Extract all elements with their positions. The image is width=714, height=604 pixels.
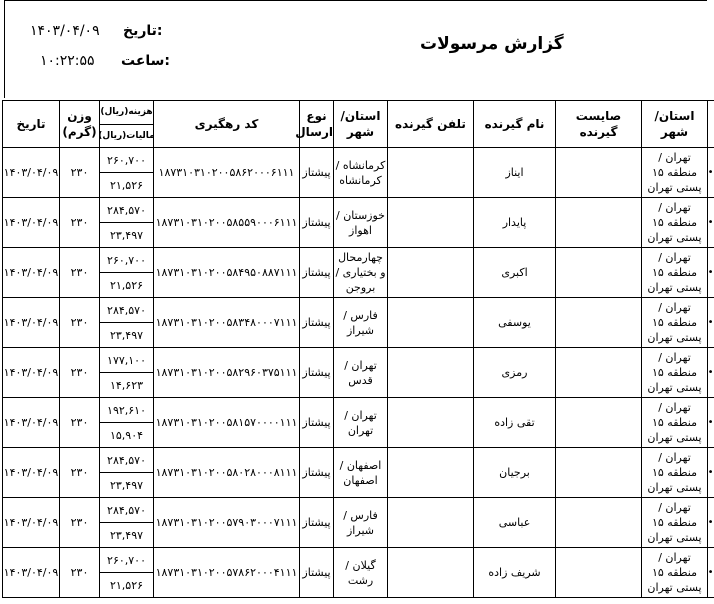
tax-value: ۲۳,۴۹۷ (109, 478, 144, 492)
header-date: تاریخ (3, 101, 60, 148)
date-label: تاریخ: (123, 23, 163, 39)
cost-tax-cell (100, 198, 154, 248)
send-type-cell: پیشتاز (300, 498, 334, 548)
row-marker: • (708, 448, 714, 498)
table-row (3, 198, 714, 248)
tax-value: ۲۱,۵۲۶ (109, 278, 144, 292)
dest-state-cell: خوزستان / اهواز (334, 198, 388, 248)
cost-value: ۱۹۲,۶۱۰ (100, 398, 153, 423)
send-type-cell: پیشتاز (300, 298, 334, 348)
table-row (3, 248, 714, 298)
header-site: صایست گیرنده (556, 101, 642, 148)
tax-value: ۱۴,۶۲۳ (109, 378, 144, 392)
receiver-name-cell: عباسی (474, 498, 556, 548)
sender-state-cell: تهران / منطقه ۱۵ پستی تهران (642, 348, 708, 398)
header-dest-state: استان/ شهر (334, 101, 388, 148)
time-label: ساعت: (121, 53, 171, 69)
tracking-cell: ۱۸۷۳۱۰۳۱۰۲۰۰۵۷۹۰۳۰۰۰۷۱۱۱ (154, 498, 300, 548)
cost-tax-cell (100, 348, 154, 398)
send-type-cell: پیشتاز (300, 198, 334, 248)
send-type-cell: پیشتاز (300, 448, 334, 498)
cost-tax-cell (100, 498, 154, 548)
tax-value: ۲۱,۵۲۶ (109, 178, 144, 192)
receiver-name-cell: اکبری (474, 248, 556, 298)
row-marker: • (708, 398, 714, 448)
tax-value: ۲۱,۵۲۶ (109, 578, 144, 592)
receiver-phone-cell (388, 198, 474, 248)
dest-state-cell: فارس / شیراز (334, 298, 388, 348)
sender-state-cell: تهران / منطقه ۱۵ پستی تهران (642, 248, 708, 298)
table-row (3, 498, 714, 548)
report-header (4, 0, 707, 98)
receiver-phone-cell (388, 498, 474, 548)
receiver-phone-cell (388, 148, 474, 198)
sender-state-cell: تهران / منطقه ۱۵ پستی تهران (642, 498, 708, 548)
shipments-table (2, 100, 714, 598)
cost-tax-cell (100, 398, 154, 448)
weight-cell: ۲۳۰ (60, 148, 100, 198)
tracking-cell: ۱۸۷۳۱۰۳۱۰۲۰۰۵۸۵۵۹۰۰۰۶۱۱۱ (154, 198, 300, 248)
cost-value: ۲۸۴,۵۷۰ (100, 298, 153, 323)
sender-state-cell: تهران / منطقه ۱۵ پستی تهران (642, 448, 708, 498)
tracking-cell: ۱۸۷۳۱۰۳۱۰۲۰۰۵۸۱۵۷۰۰۰۰۱۱۱ (154, 398, 300, 448)
site-cell (556, 448, 642, 498)
dest-state-cell: کرمانشاه / کرمانشاه (334, 148, 388, 198)
header-tracking: کد رهگیری (154, 101, 300, 148)
site-cell (556, 548, 642, 598)
receiver-name-cell: یوسفی (474, 298, 556, 348)
receiver-name-cell: ایناز (474, 148, 556, 198)
weight-cell: ۲۳۰ (60, 198, 100, 248)
dest-state-cell: تهران / تهران (334, 398, 388, 448)
receiver-phone-cell (388, 548, 474, 598)
cost-value: ۲۸۴,۵۷۰ (100, 198, 153, 223)
weight-cell: ۲۳۰ (60, 498, 100, 548)
cost-value: ۱۷۷,۱۰۰ (100, 348, 153, 373)
header-cost: هزینه(ریال) (100, 101, 153, 125)
table-row (3, 448, 714, 498)
dest-state-cell: تهران / قدس (334, 348, 388, 398)
receiver-phone-cell (388, 248, 474, 298)
tracking-cell: ۱۸۷۳۱۰۳۱۰۲۰۰۵۷۸۶۲۰۰۰۴۱۱۱ (154, 548, 300, 598)
date-cell: ۱۴۰۳/۰۴/۰۹ (3, 448, 60, 498)
tax-value: ۱۵,۹۰۴ (109, 428, 144, 442)
cost-tax-cell (100, 548, 154, 598)
date-cell: ۱۴۰۳/۰۴/۰۹ (3, 498, 60, 548)
date-cell: ۱۴۰۳/۰۴/۰۹ (3, 398, 60, 448)
receiver-name-cell: برجیان (474, 448, 556, 498)
cost-tax-cell (100, 448, 154, 498)
row-marker: • (708, 498, 714, 548)
sender-state-cell: تهران / منطقه ۱۵ پستی تهران (642, 398, 708, 448)
site-cell (556, 348, 642, 398)
weight-cell: ۲۳۰ (60, 298, 100, 348)
date-cell: ۱۴۰۳/۰۴/۰۹ (3, 348, 60, 398)
date-value: ۱۴۰۳/۰۴/۰۹ (30, 23, 100, 39)
site-cell (556, 148, 642, 198)
tracking-cell: ۱۸۷۳۱۰۳۱۰۲۰۰۵۸۶۲۰۰۰۶۱۱۱ (154, 148, 300, 198)
weight-cell: ۲۳۰ (60, 348, 100, 398)
site-cell (556, 498, 642, 548)
receiver-name-cell: شریف زاده (474, 548, 556, 598)
dest-state-cell: فارس / شیراز (334, 498, 388, 548)
row-marker: • (708, 298, 714, 348)
row-marker: • (708, 198, 714, 248)
cost-value: ۲۸۴,۵۷۰ (100, 498, 153, 523)
dest-state-cell: اصفهان / اصفهان (334, 448, 388, 498)
table-header-row (3, 101, 714, 148)
header-receiver-name: نام گیرنده (474, 101, 556, 148)
date-cell: ۱۴۰۳/۰۴/۰۹ (3, 198, 60, 248)
cost-tax-cell (100, 148, 154, 198)
sender-state-cell: تهران / منطقه ۱۵ پستی تهران (642, 148, 708, 198)
cost-tax-cell (100, 248, 154, 298)
header-weight: وزن (گرم) (60, 101, 100, 148)
weight-cell: ۲۳۰ (60, 398, 100, 448)
tracking-cell: ۱۸۷۳۱۰۳۱۰۲۰۰۵۸۴۹۵۰۸۸۷۱۱۱ (154, 248, 300, 298)
date-cell: ۱۴۰۳/۰۴/۰۹ (3, 148, 60, 198)
dest-state-cell: گیلان / رشت (334, 548, 388, 598)
tax-value: ۲۳,۴۹۷ (109, 228, 144, 242)
report-title: گزارش مرسولات (420, 34, 564, 54)
cost-value: ۲۸۴,۵۷۰ (100, 448, 153, 473)
date-cell: ۱۴۰۳/۰۴/۰۹ (3, 548, 60, 598)
receiver-name-cell: پایدار (474, 198, 556, 248)
header-tax: مالیات(ریال) (98, 130, 155, 141)
site-cell (556, 198, 642, 248)
header-sender-state: استان/ شهر (642, 101, 708, 148)
tax-value: ۲۳,۴۹۷ (109, 528, 144, 542)
sender-state-cell: تهران / منطقه ۱۵ پستی تهران (642, 298, 708, 348)
date-cell: ۱۴۰۳/۰۴/۰۹ (3, 248, 60, 298)
row-marker: • (708, 348, 714, 398)
receiver-name-cell: تقی زاده (474, 398, 556, 448)
cost-value: ۲۶۰,۷۰۰ (100, 248, 153, 273)
table-row (3, 398, 714, 448)
send-type-cell: پیشتاز (300, 398, 334, 448)
cost-value: ۲۶۰,۷۰۰ (100, 148, 153, 173)
tracking-cell: ۱۸۷۳۱۰۳۱۰۲۰۰۵۸۰۲۸۰۰۰۸۱۱۱ (154, 448, 300, 498)
row-marker: • (708, 248, 714, 298)
site-cell (556, 298, 642, 348)
time-value: ۱۰:۲۲:۵۵ (40, 53, 95, 69)
receiver-phone-cell (388, 298, 474, 348)
cost-value: ۲۶۰,۷۰۰ (100, 548, 153, 573)
date-cell: ۱۴۰۳/۰۴/۰۹ (3, 298, 60, 348)
header-receiver-phone: تلفن گیرنده (388, 101, 474, 148)
dest-state-cell: چهارمحال و بختیاری / بروجن (334, 248, 388, 298)
table-row (3, 298, 714, 348)
header-cost-tax (100, 101, 154, 148)
table-row (3, 348, 714, 398)
receiver-name-cell: رمزی (474, 348, 556, 398)
tracking-cell: ۱۸۷۳۱۰۳۱۰۲۰۰۵۸۲۹۶۰۳۷۵۱۱۱ (154, 348, 300, 398)
sender-state-cell: تهران / منطقه ۱۵ پستی تهران (642, 198, 708, 248)
table-row (3, 148, 714, 198)
receiver-phone-cell (388, 398, 474, 448)
site-cell (556, 398, 642, 448)
header-edge (708, 101, 714, 148)
row-marker: • (708, 548, 714, 598)
tax-value: ۲۳,۴۹۷ (109, 328, 144, 342)
weight-cell: ۲۳۰ (60, 448, 100, 498)
sender-state-cell: تهران / منطقه ۱۵ پستی تهران (642, 548, 708, 598)
send-type-cell: پیشتاز (300, 248, 334, 298)
weight-cell: ۲۳۰ (60, 548, 100, 598)
receiver-phone-cell (388, 348, 474, 398)
table-row (3, 548, 714, 598)
tracking-cell: ۱۸۷۳۱۰۳۱۰۲۰۰۵۸۳۴۸۰۰۰۷۱۱۱ (154, 298, 300, 348)
send-type-cell: پیشتاز (300, 148, 334, 198)
weight-cell: ۲۳۰ (60, 248, 100, 298)
cost-tax-cell (100, 298, 154, 348)
site-cell (556, 248, 642, 298)
send-type-cell: پیشتاز (300, 348, 334, 398)
header-send-type: نوع ارسال (300, 101, 334, 148)
row-marker: • (708, 148, 714, 198)
receiver-phone-cell (388, 448, 474, 498)
send-type-cell: پیشتاز (300, 548, 334, 598)
